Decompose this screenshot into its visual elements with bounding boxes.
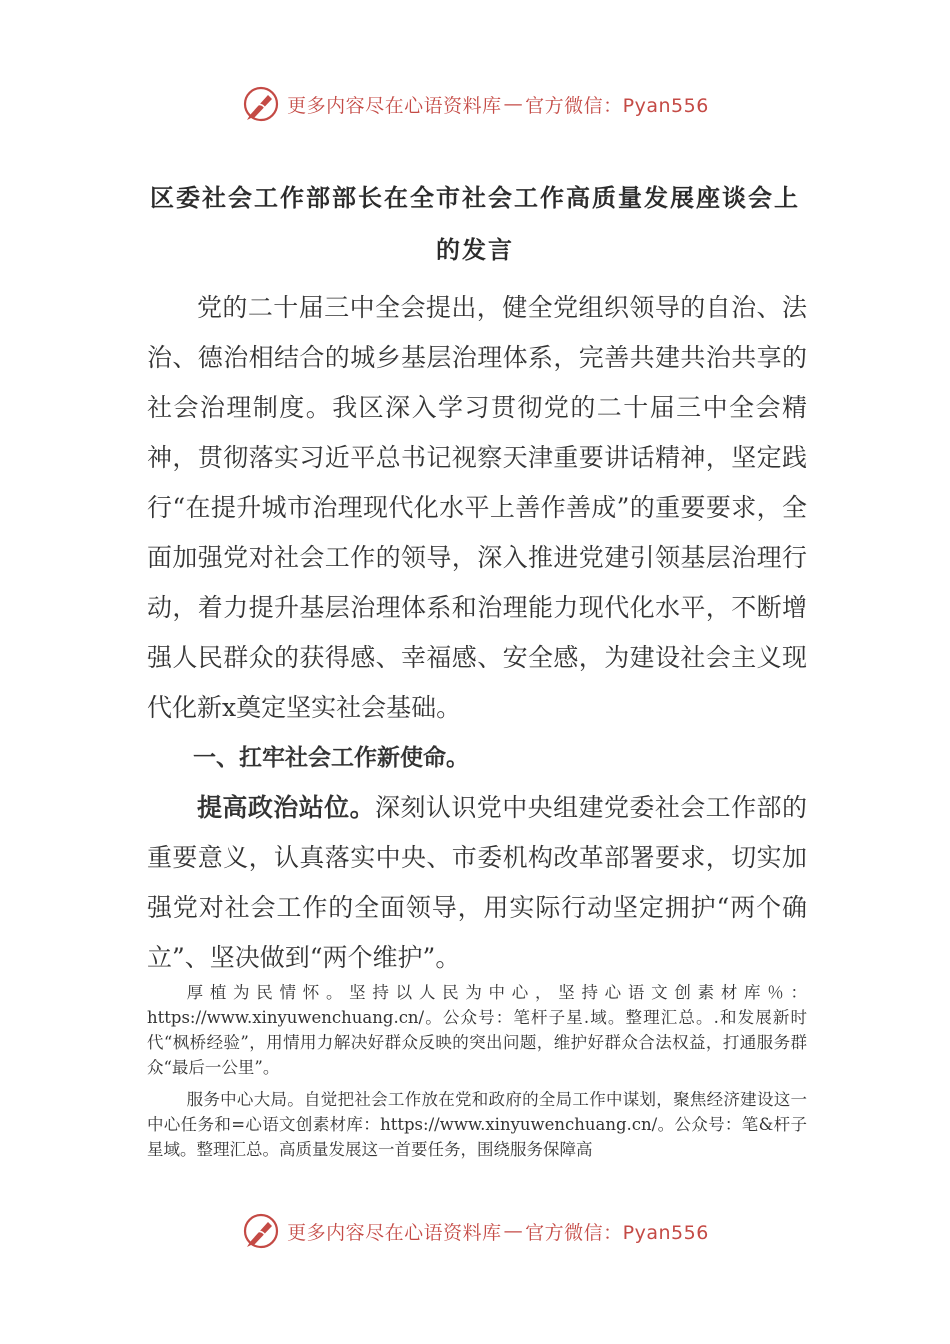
- document-title: [120, 172, 830, 276]
- pen-logo-icon: [241, 1211, 281, 1251]
- watermark-banner-bottom: [0, 1209, 950, 1253]
- main-body: [147, 283, 807, 983]
- banner-separator: —: [503, 93, 524, 115]
- pen-logo-icon: [241, 84, 281, 124]
- section-heading-1: 一、扛牢社会工作新使命。: [193, 745, 469, 771]
- small-text-block: [147, 980, 807, 1169]
- banner-wechat: 官方微信：Pyan556: [525, 94, 709, 117]
- small-paragraph-2: 服务中心大局。自觉把社会工作放在党和政府的全局工作中谋划，聚焦经济建设这一中心任务和=心语文创素材库：https://www.xinyuwenchuang.cn/。公众号：笔&杆子星域。整理汇总。高质量发展这一首要任务，围绕服务保障高: [147, 1090, 807, 1159]
- banner-text: 更多内容尽在心语资料库: [287, 1221, 502, 1244]
- banner-wechat: 官方微信：Pyan556: [525, 1221, 709, 1244]
- title-line-2: 的发言: [436, 236, 514, 264]
- paragraph-intro: 党的二十届三中全会提出，健全党组织领导的自治、法治、德治相结合的城乡基层治理体系，完善共建共治共享的社会治理制度。我区深入学习贯彻党的二十届三中全会精神，贯彻落实习近平总书记视察天津重要讲话精神，坚定践行“在提升城市治理现代化水平上善作善成”的重要要求，全面加强党对社会工作的领导，深入推进党建引领基层治理行动，着力提升基层治理体系和治理能力现代化水平，不断增强人民群众的获得感、幸福感、安全感，为建设社会主义现代化新x奠定坚实社会基础。: [147, 293, 807, 722]
- banner-text: 更多内容尽在心语资料库: [287, 94, 502, 117]
- banner-separator: —: [503, 1220, 524, 1242]
- paragraph-lead: 提高政治站位。: [197, 793, 376, 822]
- paragraph-text: 深刻认识党中央组建党委社会工作部的重要意义，认真落实中央、市委机构改革部署要求，切实加强党对社会工作的全面领导，用实际行动坚定拥护“两个确立”、坚决做到“两个维护”。: [147, 793, 807, 972]
- title-line-1: 区委社会工作部部长在全市社会工作高质量发展座谈会上: [150, 184, 800, 212]
- watermark-banner-top: [0, 82, 950, 126]
- small-paragraph-1: 厚植为民情怀。坚持以人民为中心，坚持心语文创素材库％：https://www.xinyuwenchuang.cn/。公众号：笔杆子星.域。整理汇总。.和发展新时代“枫桥经验”，用情用力解决好群众反映的突出问题，维护好群众合法权益，打通服务群众“最后一公里”。: [147, 983, 807, 1077]
- paragraph-political-stance: [147, 783, 807, 983]
